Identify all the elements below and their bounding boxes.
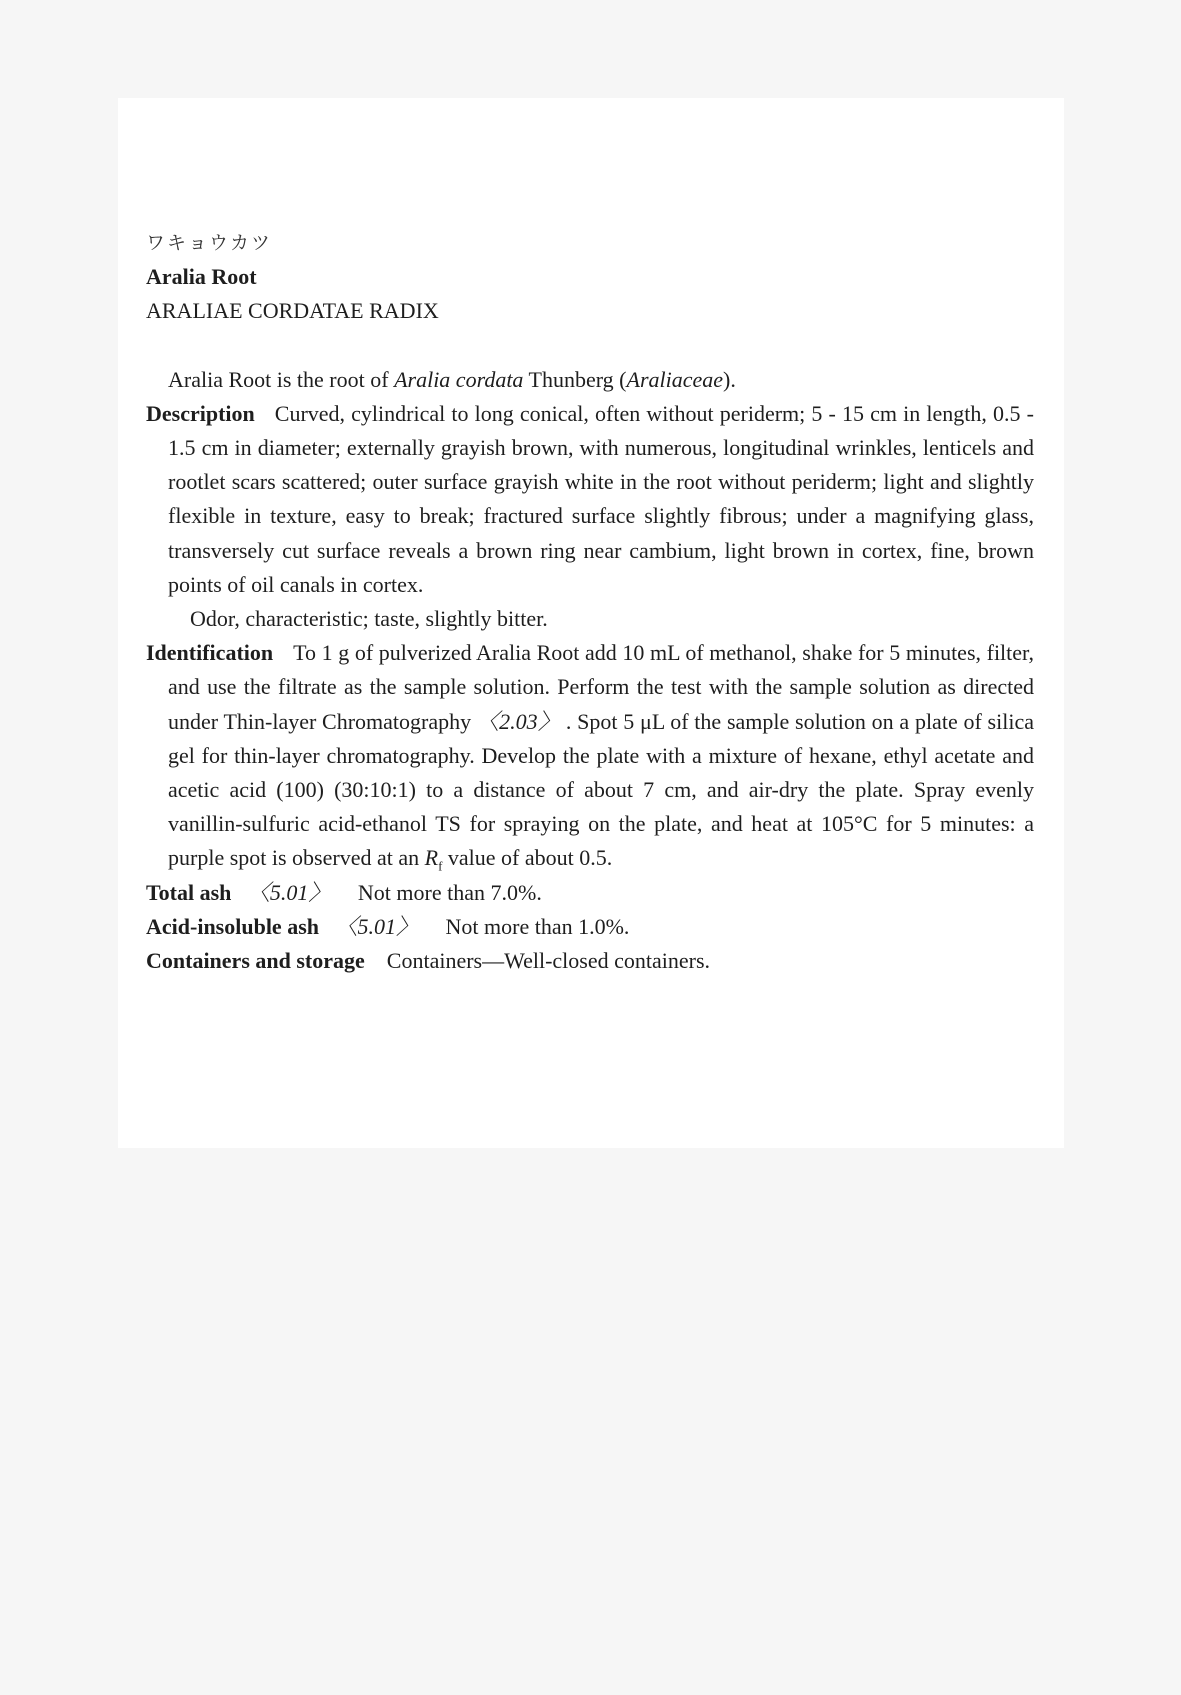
monograph	[146, 226, 1034, 978]
description-heading: Description	[146, 400, 255, 426]
definition: Aralia Root is the root of Aralia cordata Thunberg (Araliaceae).	[168, 366, 736, 392]
acid-insoluble-ash-section	[146, 910, 1034, 944]
identification-heading: Identification	[146, 640, 274, 666]
rf-symbol: R	[424, 845, 439, 871]
containers-text: Containers—Well-closed containers.	[386, 948, 711, 974]
species-name: Aralia cordata	[394, 366, 524, 392]
containers-section	[146, 944, 1034, 978]
total-ash-text: Not more than 7.0%.	[357, 879, 542, 905]
spacer	[146, 329, 1034, 363]
identification-section: Identification To 1 g of pulverized Aralia Root add 10 mL of methanol, shake for 5 minutes, filter, and use the filtrate as the sample solution. Perform the test with the sample solution as directed under Thin-layer Chromatography 〈2.03〉 . Spot 5 μL of the sample solution on a plate of silica gel for thin-layer chromatography. Develop the plate with a mixture of hexane, ethyl acetate and acetic acid (100) (30:10:1) to a distance of about 7 cm, and air-dry the plate. Spray evenly vanillin-sulfuric acid-ethanol TS for spraying on the plate, and heat at 105°C for 5 minutes: a purple spot is observed at an $R_f$ value of about 0.5.	[146, 640, 1034, 874]
rf-subscript: f	[438, 858, 443, 874]
odor-text: Odor, characteristic; taste, slightly bitter.	[190, 606, 548, 632]
latin-name: ARALIAE CORDATAE RADIX	[146, 298, 439, 324]
english-name: Aralia Root	[146, 264, 257, 290]
description-text: Curved, cylindrical to long conical, often without periderm; 5 - 15 cm in length, 0.5 - 1.5 cm in diameter; externally grayish brown, with numerous, longitudinal wrinkles, lenticels and rootlet scars scattered; outer surface grayish white in the root without periderm; light and slightly flexible in texture, easy to break; fractured surface slightly fibrous; under a magnifying glass, transversely cut surface reveals a brown ring near cambium, light brown in cortex, fine, brown points of oil canals in cortex.	[168, 400, 1034, 597]
japanese-name: ワキョウカツ	[146, 232, 273, 254]
test-reference: 〈2.03〉	[476, 708, 561, 734]
acid-insoluble-ash-text: Not more than 1.0%.	[445, 913, 630, 939]
total-ash-reference: 〈5.01〉	[247, 879, 331, 905]
total-ash-section	[146, 876, 1034, 910]
acid-insoluble-ash-heading: Acid-insoluble ash	[146, 913, 319, 939]
description-section	[146, 397, 1034, 602]
family-name: Araliaceae	[626, 366, 724, 392]
acid-insoluble-ash-reference: 〈5.01〉	[335, 913, 419, 939]
containers-heading: Containers and storage	[146, 948, 365, 974]
total-ash-heading: Total ash	[146, 879, 232, 905]
